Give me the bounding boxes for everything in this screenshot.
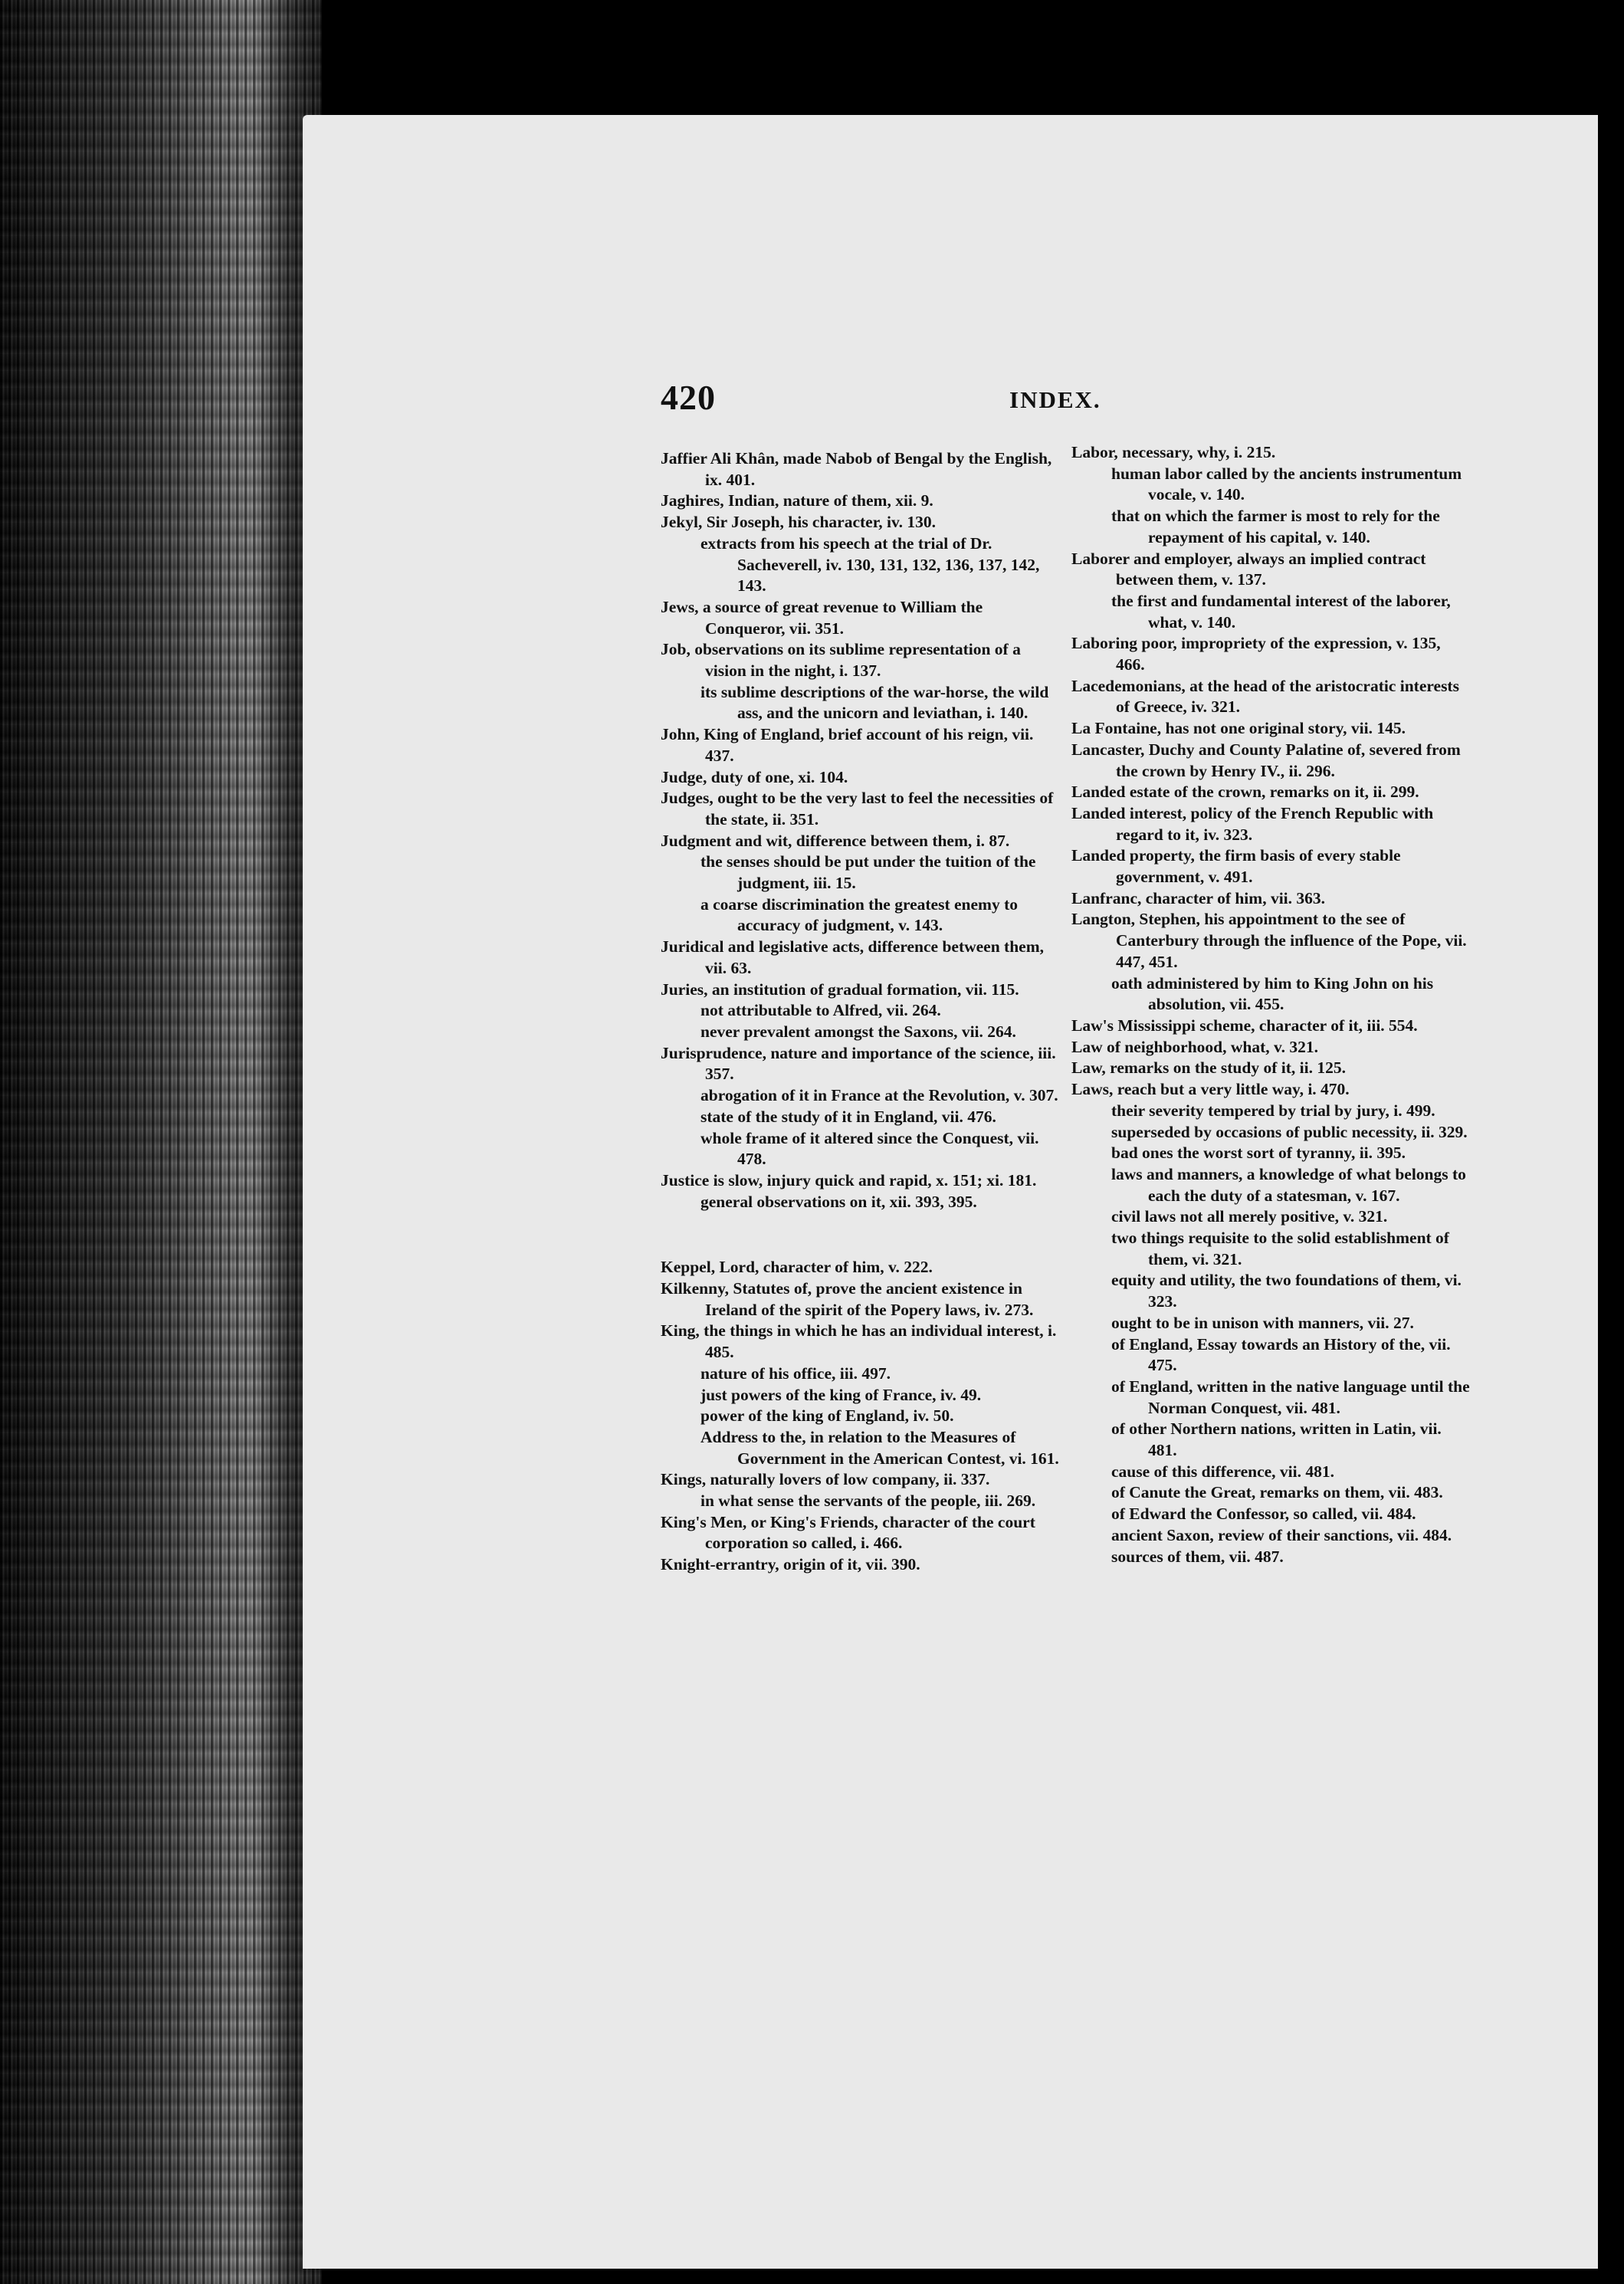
index-subentry: nature of his office, iii. 497. — [700, 1364, 891, 1383]
index-subentry: in what sense the servants of the people, iii. 269. — [700, 1491, 1036, 1511]
index-entry: Jews, a source of great revenue to William the Conqueror, vii. 351. — [661, 597, 983, 638]
index-entry: Law, remarks on the study of it, ii. 125. — [1071, 1058, 1346, 1078]
page-number: 420 — [661, 378, 716, 417]
index-subentry: ought to be in unison with manners, vii. 27. — [1111, 1313, 1414, 1332]
index-subentry: the senses should be put under the tuition of the judgment, iii. 15. — [700, 852, 1036, 893]
index-entry: La Fontaine, has not one original story, vii. 145. — [1071, 719, 1406, 738]
index-entry: Kings, naturally lovers of low company, ii. 337. — [661, 1470, 990, 1489]
index-subentry: never prevalent amongst the Saxons, vii. 264. — [700, 1022, 1016, 1041]
index-subentry: ancient Saxon, review of their sanctions, vii. 484. — [1111, 1525, 1452, 1544]
index-entry: King, the things in which he has an individual interest, i. 485. — [661, 1321, 1057, 1362]
index-entry: Laws, reach but a very little way, i. 470. — [1071, 1080, 1350, 1099]
index-subentry: that on which the farmer is most to rely for the repayment of his capital, v. 140. — [1111, 507, 1440, 546]
index-entry: Kilkenny, Statutes of, prove the ancient existence in Ireland of the spirit of the Popery laws, iv. 273. — [661, 1279, 1034, 1319]
index-entry: Landed property, the firm basis of every stable government, v. 491. — [1071, 846, 1401, 887]
index-subentry: of Canute the Great, remarks on them, vii. 483. — [1111, 1483, 1443, 1502]
index-subentry: superseded by occasions of public necessity, ii. 329. — [1111, 1122, 1468, 1141]
index-subentry: a coarse discrimination the greatest enemy to accuracy of judgment, v. 143. — [700, 894, 1018, 935]
index-subentry: general observations on it, xii. 393, 395. — [700, 1192, 977, 1211]
index-subentry: of other Northern nations, written in Latin, vii. 481. — [1111, 1419, 1442, 1460]
index-entry: Landed estate of the crown, remarks on it, ii. 299. — [1071, 783, 1419, 802]
index-entry: Law of neighborhood, what, v. 321. — [1071, 1037, 1318, 1056]
index-entry: Law's Mississippi scheme, character of it, iii. 554. — [1071, 1016, 1418, 1035]
index-subentry: its sublime descriptions of the war-horse, the wild ass, and the unicorn and leviathan, i. 140. — [700, 682, 1049, 723]
index-subentry: power of the king of England, iv. 50. — [700, 1406, 954, 1426]
index-entry: Lancaster, Duchy and County Palatine of, severed from the crown by Henry IV., ii. 296. — [1071, 740, 1461, 780]
index-subentry: two things requisite to the solid establishment of them, vi. 321. — [1111, 1229, 1449, 1268]
index-group-j — [661, 448, 1063, 1213]
index-entry: Juries, an institution of gradual formation, vii. 115. — [661, 980, 1019, 999]
index-entry: Jekyl, Sir Joseph, his character, iv. 130. — [661, 513, 936, 532]
index-subentry: whole frame of it altered since the Conquest, vii. 478. — [700, 1128, 1039, 1169]
index-entry: Knight-errantry, origin of it, vii. 390. — [661, 1555, 920, 1574]
index-entry: Judge, duty of one, xi. 104. — [661, 767, 848, 786]
index-entry: Langton, Stephen, his appointment to the see of Canterbury through the influence of the Pope, vii. 447, 451. — [1071, 910, 1467, 971]
index-entry: King's Men, or King's Friends, character of the court corporation so called, i. 466. — [661, 1512, 1035, 1553]
index-entry: Laborer and employer, always an implied contract between them, v. 137. — [1071, 549, 1426, 589]
index-entry: Judgment and wit, difference between them, i. 87. — [661, 831, 1010, 850]
index-subentry: of Edward the Confessor, so called, vii. 484. — [1111, 1505, 1416, 1524]
index-subentry: the first and fundamental interest of the laborer, what, v. 140. — [1111, 591, 1451, 632]
index-column-right — [1071, 442, 1470, 1567]
index-subentry: just powers of the king of France, iv. 49. — [700, 1385, 982, 1404]
index-entry: Jaghires, Indian, nature of them, xii. 9. — [661, 491, 933, 510]
index-subentry: human labor called by the ancients instrumentum vocale, v. 140. — [1111, 464, 1462, 504]
index-subentry: of England, written in the native language until the Norman Conquest, vii. 481. — [1111, 1377, 1470, 1417]
index-subentry: civil laws not all merely positive, v. 321. — [1111, 1207, 1388, 1226]
index-subentry: sources of them, vii. 487. — [1111, 1547, 1284, 1566]
index-subentry: state of the study of it in England, vii. 476. — [700, 1107, 996, 1126]
index-entry: Jurisprudence, nature and importance of the science, iii. 357. — [661, 1043, 1056, 1084]
index-subentry: of England, Essay towards an History of the, vii. 475. — [1111, 1334, 1451, 1375]
index-subentry: Address to the, in relation to the Measures of Government in the American Contest, vi. 161. — [700, 1427, 1059, 1468]
index-subentry: equity and utility, the two foundations of them, vi. 323. — [1111, 1271, 1462, 1311]
index-entry: Judges, ought to be the very last to feel the necessities of the state, ii. 351. — [661, 789, 1054, 829]
index-entry: Laboring poor, impropriety of the expression, v. 135, 466. — [1071, 634, 1441, 674]
page-title: INDEX. — [1009, 386, 1101, 413]
index-subentry: oath administered by him to King John on his absolution, vii. 455. — [1111, 973, 1434, 1014]
index-subentry: their severity tempered by trial by jury, i. 499. — [1111, 1101, 1435, 1120]
letter-group-gap — [661, 1213, 1063, 1257]
index-entry: Jaffier Ali Khân, made Nabob of Bengal by the English, ix. 401. — [661, 449, 1052, 489]
index-entry: Keppel, Lord, character of him, v. 222. — [661, 1258, 933, 1277]
index-entry: Lanfranc, character of him, vii. 363. — [1071, 888, 1326, 907]
index-subentry: bad ones the worst sort of tyranny, ii. 395. — [1111, 1144, 1406, 1163]
index-subentry: cause of this difference, vii. 481. — [1111, 1462, 1335, 1481]
index-entry: Juridical and legislative acts, difference between them, vii. 63. — [661, 937, 1044, 977]
index-subentry: not attributable to Alfred, vii. 264. — [700, 1001, 941, 1020]
index-entry: Job, observations on its sublime representation of a vision in the night, i. 137. — [661, 640, 1021, 681]
index-entry: Labor, necessary, why, i. 215. — [1071, 443, 1276, 461]
index-subentry: abrogation of it in France at the Revolution, v. 307. — [700, 1086, 1058, 1105]
page-header — [661, 377, 1120, 423]
index-column-left — [661, 448, 1063, 1576]
index-entry: Lacedemonians, at the head of the aristocratic interests of Greece, iv. 321. — [1071, 676, 1459, 717]
index-entry: Landed interest, policy of the French Republic with regard to it, iv. 323. — [1071, 803, 1434, 844]
index-entry: John, King of England, brief account of his reign, vii. 437. — [661, 725, 1034, 765]
index-entry: Justice is slow, injury quick and rapid, x. 151; xi. 181. — [661, 1170, 1037, 1190]
index-subentry: laws and manners, a knowledge of what belongs to each the duty of a statesman, v. 167. — [1111, 1164, 1466, 1205]
book-fore-edge — [0, 0, 322, 2284]
index-group-l — [1071, 442, 1470, 1567]
index-group-k — [661, 1257, 1063, 1576]
index-subentry: extracts from his speech at the trial of Dr. Sacheverell, iv. 130, 131, 132, 136, 137, 142, 143. — [700, 533, 1040, 596]
